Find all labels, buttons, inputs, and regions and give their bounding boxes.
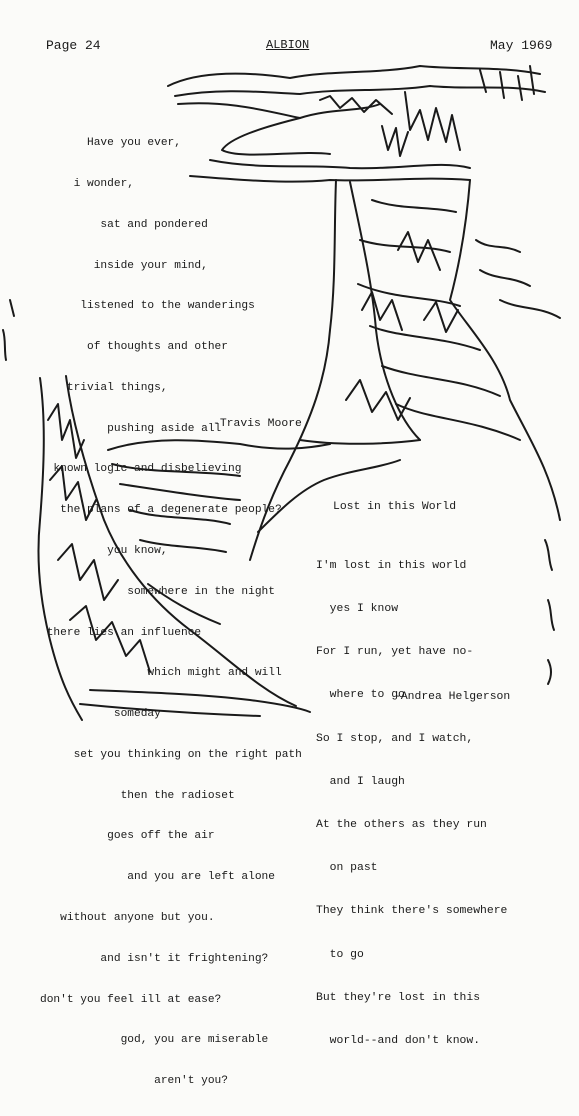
poem-line: i wonder, xyxy=(40,177,134,190)
poem-line: set you thinking on the right path xyxy=(40,748,302,761)
poem-line: They think there's somewhere xyxy=(316,905,508,918)
poem-line: the plans of a degenerate people? xyxy=(40,504,282,517)
poem-line: world--and don't know. xyxy=(316,1035,481,1048)
poem-lost-in-this-world xyxy=(316,530,507,1077)
poem-line: aren't you? xyxy=(40,1075,228,1088)
poem-line: which might and will xyxy=(40,667,282,680)
poem-line: But they're lost in this xyxy=(316,991,481,1004)
poem-line: goes off the air xyxy=(40,830,215,843)
issue-date: May 1969 xyxy=(490,38,553,53)
poem-line: to go xyxy=(316,948,364,961)
poem-line: of thoughts and other xyxy=(40,341,228,354)
poem-line: Have you ever, xyxy=(40,137,181,150)
masthead-title: ALBION xyxy=(266,38,310,52)
poem-line: someday xyxy=(40,708,161,721)
poem-line: listened to the wanderings xyxy=(40,300,255,313)
poem-line: sat and pondered xyxy=(40,218,208,231)
poem-line: known logic and disbelieving xyxy=(40,463,242,476)
poem-line: you know, xyxy=(40,545,168,557)
poem-title: Lost in this World xyxy=(333,501,457,513)
poem-line: somewhere in the night xyxy=(40,585,275,598)
poem-line: then the radioset xyxy=(40,789,235,802)
page-number: Page 24 xyxy=(46,38,101,53)
poem-line: and you are left alone xyxy=(40,871,275,884)
poem-line: god, you are miserable xyxy=(40,1034,269,1047)
poem-line: inside your mind, xyxy=(40,259,208,272)
poem-line: without anyone but you. xyxy=(40,912,215,925)
poem-line: yes I know xyxy=(316,603,399,616)
poem-author: -Travis Moore xyxy=(213,418,302,430)
poem-have-you-ever xyxy=(40,110,302,1116)
poem-line: on past xyxy=(316,862,378,875)
poem-line: I'm lost in this world xyxy=(316,559,467,572)
poem-author: -Andrea Helgerson xyxy=(394,691,511,703)
poem-line: At the others as they run xyxy=(316,819,487,832)
poem-line: don't you feel ill at ease? xyxy=(40,993,222,1006)
poem-line: where to go xyxy=(316,689,405,702)
poem-line: So I stop, and I watch, xyxy=(316,732,474,745)
poem-line: For I run, yet have no- xyxy=(316,646,474,659)
poem-line: and I laugh xyxy=(316,775,405,788)
poem-line: there lies an influence xyxy=(40,626,202,639)
poem-line: pushing aside all xyxy=(40,422,222,435)
poem-line: and isn't it frightening? xyxy=(40,952,269,965)
poem-line: trivial things, xyxy=(40,381,168,394)
